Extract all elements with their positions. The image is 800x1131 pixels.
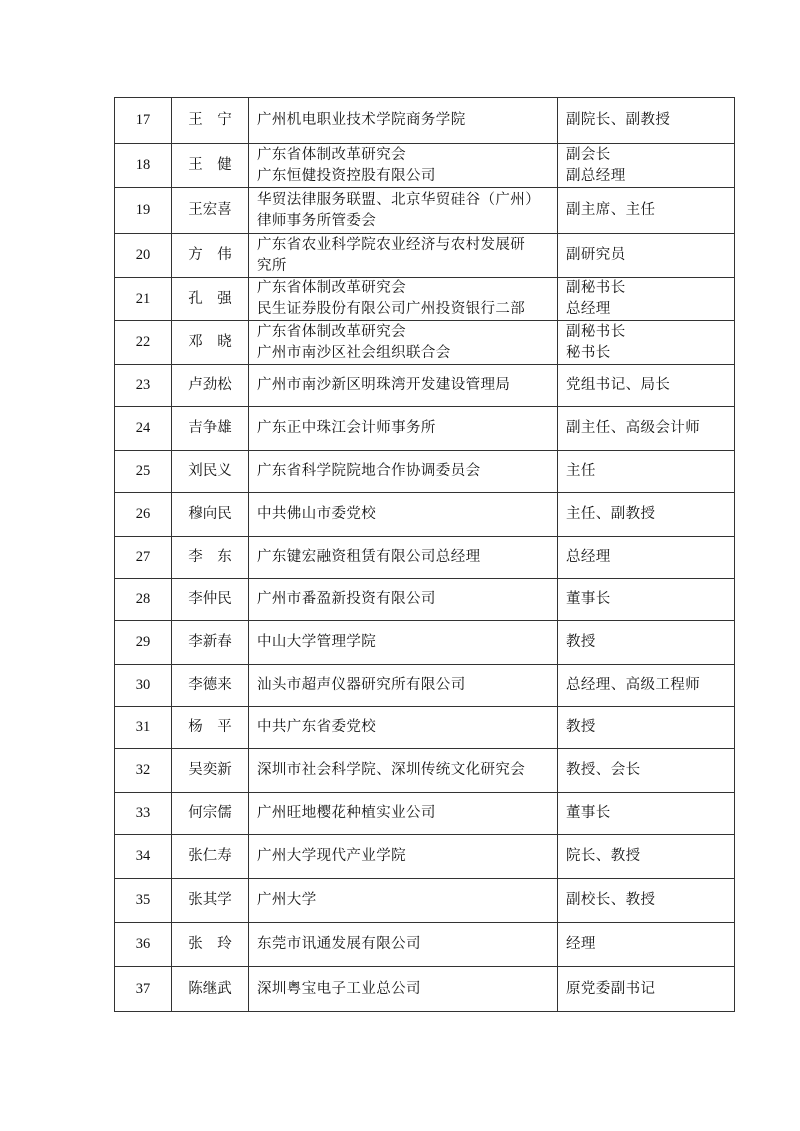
table-row xyxy=(115,621,735,665)
row-number: 35 xyxy=(115,879,172,923)
table-row xyxy=(115,321,735,365)
table-row xyxy=(115,278,735,321)
table-row xyxy=(115,493,735,537)
table-row xyxy=(115,365,735,407)
member-title xyxy=(558,365,735,407)
member-organization xyxy=(249,278,558,321)
member-title xyxy=(558,234,735,278)
member-name: 张 玲 xyxy=(172,923,249,967)
organization-line: 广州旺地樱花种植实业公司 xyxy=(257,805,436,821)
title-line: 总经理 xyxy=(566,549,611,565)
organization-line: 广东恒健投资控股有限公司 xyxy=(257,167,436,184)
member-name: 穆向民 xyxy=(172,493,249,537)
row-number: 37 xyxy=(115,967,172,1012)
title-line: 副院长、副教授 xyxy=(566,112,671,128)
member-name: 方 伟 xyxy=(172,234,249,278)
member-title xyxy=(558,188,735,234)
member-name: 张仁寿 xyxy=(172,835,249,879)
title-line: 董事长 xyxy=(566,805,611,821)
title-line: 原党委副书记 xyxy=(566,980,656,997)
row-number: 22 xyxy=(115,321,172,365)
member-organization xyxy=(249,707,558,749)
organization-line: 广州市南沙区社会组织联合会 xyxy=(257,344,451,361)
member-organization xyxy=(249,749,558,793)
member-organization xyxy=(249,793,558,835)
organization-line: 深圳粤宝电子工业总公司 xyxy=(257,980,421,997)
member-title xyxy=(558,967,735,1012)
member-table-body xyxy=(115,98,735,1012)
table-row xyxy=(115,749,735,793)
table-row xyxy=(115,579,735,621)
table-row xyxy=(115,144,735,188)
member-organization xyxy=(249,835,558,879)
organization-line: 东莞市讯通发展有限公司 xyxy=(257,936,421,952)
organization-line: 广东省体制改革研究会 xyxy=(257,323,406,340)
member-title xyxy=(558,749,735,793)
member-title xyxy=(558,278,735,321)
member-title xyxy=(558,144,735,188)
organization-line: 广东省科学院院地合作协调委员会 xyxy=(257,463,481,479)
row-number: 33 xyxy=(115,793,172,835)
title-line: 副校长、教授 xyxy=(566,892,656,908)
organization-line: 中山大学管理学院 xyxy=(257,634,377,650)
organization-line: 广东省农业科学院农业经济与农村发展研 xyxy=(257,236,526,253)
member-title xyxy=(558,707,735,749)
member-organization xyxy=(249,451,558,493)
row-number: 32 xyxy=(115,749,172,793)
row-number: 31 xyxy=(115,707,172,749)
title-line: 院长、教授 xyxy=(566,848,641,864)
row-number: 36 xyxy=(115,923,172,967)
table-row xyxy=(115,188,735,234)
member-title xyxy=(558,321,735,365)
member-name: 王 宁 xyxy=(172,98,249,144)
organization-line: 广州市南沙新区明珠湾开发建设管理局 xyxy=(257,377,511,393)
member-organization xyxy=(249,879,558,923)
member-organization xyxy=(249,621,558,665)
title-line: 副主任、高级会计师 xyxy=(566,420,701,436)
row-number: 27 xyxy=(115,537,172,579)
member-title xyxy=(558,98,735,144)
title-line: 教授 xyxy=(566,719,596,735)
title-line: 主任 xyxy=(566,463,596,479)
member-organization xyxy=(249,365,558,407)
organization-line: 中共佛山市委党校 xyxy=(257,506,377,522)
title-line: 主任、副教授 xyxy=(566,506,656,522)
table-row xyxy=(115,923,735,967)
organization-line: 广州市番盈新投资有限公司 xyxy=(257,591,436,607)
member-name: 李 东 xyxy=(172,537,249,579)
member-name: 李仲民 xyxy=(172,579,249,621)
organization-line: 究所 xyxy=(257,257,287,274)
member-title xyxy=(558,793,735,835)
member-name: 张其学 xyxy=(172,879,249,923)
member-name: 吉争雄 xyxy=(172,407,249,451)
member-name: 刘民义 xyxy=(172,451,249,493)
row-number: 23 xyxy=(115,365,172,407)
title-line: 副秘书长 xyxy=(566,280,626,296)
organization-line: 华贸法律服务联盟、北京华贸硅谷（广州） xyxy=(257,191,541,208)
member-name: 吴奕新 xyxy=(172,749,249,793)
title-line: 总经理、高级工程师 xyxy=(566,677,701,693)
title-line: 总经理 xyxy=(566,301,611,317)
member-name: 李新春 xyxy=(172,621,249,665)
title-line: 副主席、主任 xyxy=(566,202,656,218)
title-line: 教授、会长 xyxy=(566,762,641,778)
table-row xyxy=(115,665,735,707)
organization-line: 广东正中珠江会计师事务所 xyxy=(257,420,436,436)
row-number: 17 xyxy=(115,98,172,144)
member-title xyxy=(558,835,735,879)
title-line: 副会长 xyxy=(566,146,611,163)
member-organization xyxy=(249,923,558,967)
member-organization xyxy=(249,407,558,451)
table-row xyxy=(115,537,735,579)
row-number: 29 xyxy=(115,621,172,665)
row-number: 30 xyxy=(115,665,172,707)
title-line: 副研究员 xyxy=(566,247,626,263)
member-name: 邓 晓 xyxy=(172,321,249,365)
table-row xyxy=(115,879,735,923)
organization-line: 广州大学 xyxy=(257,892,317,908)
member-title xyxy=(558,665,735,707)
table-row xyxy=(115,407,735,451)
member-organization xyxy=(249,144,558,188)
member-organization xyxy=(249,493,558,537)
organization-line: 广东省体制改革研究会 xyxy=(257,280,406,296)
title-line: 经理 xyxy=(566,936,596,952)
row-number: 25 xyxy=(115,451,172,493)
row-number: 34 xyxy=(115,835,172,879)
row-number: 20 xyxy=(115,234,172,278)
member-title xyxy=(558,923,735,967)
title-line: 副总经理 xyxy=(566,167,626,184)
member-organization xyxy=(249,665,558,707)
member-organization xyxy=(249,98,558,144)
table-row xyxy=(115,967,735,1012)
organization-line: 广东键宏融资租赁有限公司总经理 xyxy=(257,549,481,565)
organization-line: 深圳市社会科学院、深圳传统文化研究会 xyxy=(257,762,526,778)
organization-line: 律师事务所管委会 xyxy=(257,212,377,229)
organization-line: 中共广东省委党校 xyxy=(257,719,377,735)
member-organization xyxy=(249,234,558,278)
member-name: 李德来 xyxy=(172,665,249,707)
member-organization xyxy=(249,579,558,621)
title-line: 秘书长 xyxy=(566,344,611,361)
member-title xyxy=(558,493,735,537)
title-line: 教授 xyxy=(566,634,596,650)
organization-line: 广州大学现代产业学院 xyxy=(257,848,406,864)
title-line: 党组书记、局长 xyxy=(566,377,671,393)
organization-line: 汕头市超声仪器研究所有限公司 xyxy=(257,677,466,693)
row-number: 26 xyxy=(115,493,172,537)
row-number: 28 xyxy=(115,579,172,621)
member-title xyxy=(558,537,735,579)
member-title xyxy=(558,879,735,923)
member-name: 卢劲松 xyxy=(172,365,249,407)
table-row xyxy=(115,98,735,144)
member-title xyxy=(558,451,735,493)
member-organization xyxy=(249,967,558,1012)
row-number: 19 xyxy=(115,188,172,234)
title-line: 董事长 xyxy=(566,591,611,607)
member-title xyxy=(558,579,735,621)
member-name: 王 健 xyxy=(172,144,249,188)
organization-line: 广东省体制改革研究会 xyxy=(257,146,406,163)
table-row xyxy=(115,234,735,278)
row-number: 21 xyxy=(115,278,172,321)
member-organization xyxy=(249,188,558,234)
table-row xyxy=(115,835,735,879)
member-title xyxy=(558,621,735,665)
member-organization xyxy=(249,537,558,579)
member-name: 何宗儒 xyxy=(172,793,249,835)
row-number: 24 xyxy=(115,407,172,451)
member-name: 孔 强 xyxy=(172,278,249,321)
member-name: 王宏喜 xyxy=(172,188,249,234)
member-name: 陈继武 xyxy=(172,967,249,1012)
table-row xyxy=(115,793,735,835)
title-line: 副秘书长 xyxy=(566,323,626,340)
member-organization xyxy=(249,321,558,365)
organization-line: 广州机电职业技术学院商务学院 xyxy=(257,112,466,128)
member-name: 杨 平 xyxy=(172,707,249,749)
table-row xyxy=(115,451,735,493)
row-number: 18 xyxy=(115,144,172,188)
member-title xyxy=(558,407,735,451)
member-table xyxy=(114,97,735,1012)
organization-line: 民生证券股份有限公司广州投资银行二部 xyxy=(257,301,526,317)
table-row xyxy=(115,707,735,749)
